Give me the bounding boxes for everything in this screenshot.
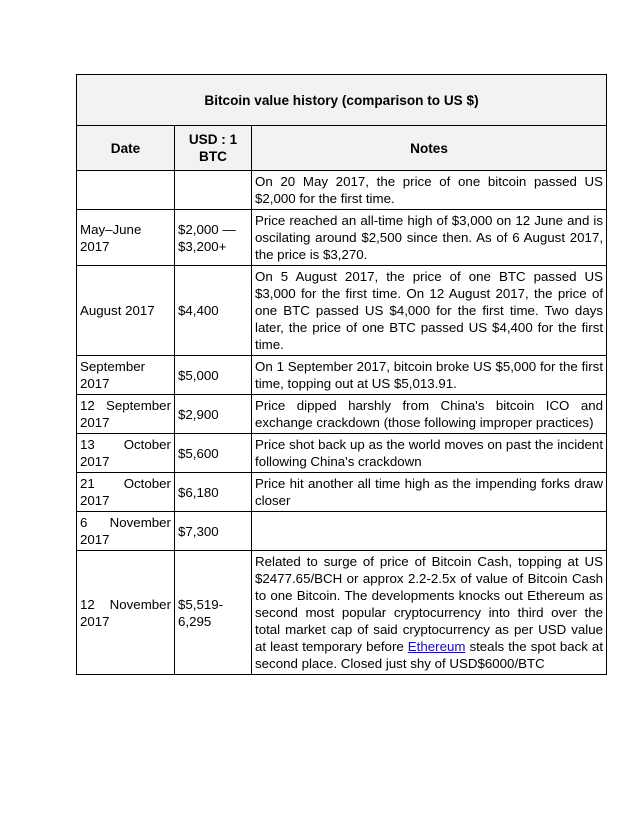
table-row [77, 266, 607, 356]
notes-cell: Price dipped harshly from China's bitcoin ICO and exchange crackdown (those following improper practices) [252, 395, 607, 434]
notes-text-before-link: Related to surge of price of Bitcoin Cash, topping at US $2477.65/BCH or approx 2.2-2.5x of value of Bitcoin Cash to one Bitcoin. The developments knocks out Ethereum as second most popular cryptocurrency into third over the total market cap of said cryptocurrency as per USD value at least temporary before [255, 554, 604, 654]
notes-cell [252, 512, 607, 551]
table-row [77, 171, 607, 210]
header-date: Date [77, 126, 175, 171]
usd-cell: $5,600 [175, 434, 252, 473]
date-cell: September 2017 [77, 356, 175, 395]
table-caption: Bitcoin value history (comparison to US $) [77, 75, 607, 126]
usd-cell: $2,000 — $3,200+ [175, 210, 252, 266]
date-cell: 12 November 2017 [77, 551, 175, 675]
usd-cell: $6,180 [175, 473, 252, 512]
ethereum-link[interactable]: Ethereum [407, 639, 466, 654]
header-usd-line2: BTC [199, 149, 227, 164]
usd-cell: $5,000 [175, 356, 252, 395]
notes-cell [252, 551, 607, 675]
header-usd [175, 126, 252, 171]
caption-row [77, 75, 607, 126]
date-cell: August 2017 [77, 266, 175, 356]
date-cell: May–June 2017 [77, 210, 175, 266]
table-row [77, 356, 607, 395]
notes-cell: Price shot back up as the world moves on past the incident following China's crackdown [252, 434, 607, 473]
notes-cell: On 1 September 2017, bitcoin broke US $5,000 for the first time, topping out at US $5,013.91. [252, 356, 607, 395]
table-row [77, 551, 607, 675]
header-row [77, 126, 607, 171]
date-cell: 12 September 2017 [77, 395, 175, 434]
table-row [77, 395, 607, 434]
bitcoin-value-history-table [76, 74, 607, 675]
table-row [77, 473, 607, 512]
notes-cell: Price hit another all time high as the impending forks draw closer [252, 473, 607, 512]
table-row [77, 210, 607, 266]
date-cell: 21 October 2017 [77, 473, 175, 512]
usd-cell: $5,519-6,295 [175, 551, 252, 675]
notes-cell: On 20 May 2017, the price of one bitcoin passed US $2,000 for the first time. [252, 171, 607, 210]
date-cell: 13 October 2017 [77, 434, 175, 473]
notes-text-after-link: steals the spot back at second place. Closed just shy of USD$6000/BTC [255, 639, 604, 671]
date-cell [77, 171, 175, 210]
date-cell: 6 November 2017 [77, 512, 175, 551]
usd-cell: $7,300 [175, 512, 252, 551]
table-row [77, 512, 607, 551]
table-row [77, 434, 607, 473]
notes-cell: On 5 August 2017, the price of one BTC passed US $3,000 for the first time. On 12 August 2017, the price of one BTC passed US $4,000 for the first time. Two days later, the price of one BTC passed US $4,400 for the first time. [252, 266, 607, 356]
usd-cell [175, 171, 252, 210]
header-notes: Notes [252, 126, 607, 171]
header-usd-line1: USD : 1 [188, 132, 238, 147]
notes-cell: Price reached an all-time high of $3,000 on 12 June and is oscilating around $2,500 since then. As of 6 August 2017, the price is $3,270. [252, 210, 607, 266]
usd-cell: $2,900 [175, 395, 252, 434]
usd-cell: $4,400 [175, 266, 252, 356]
